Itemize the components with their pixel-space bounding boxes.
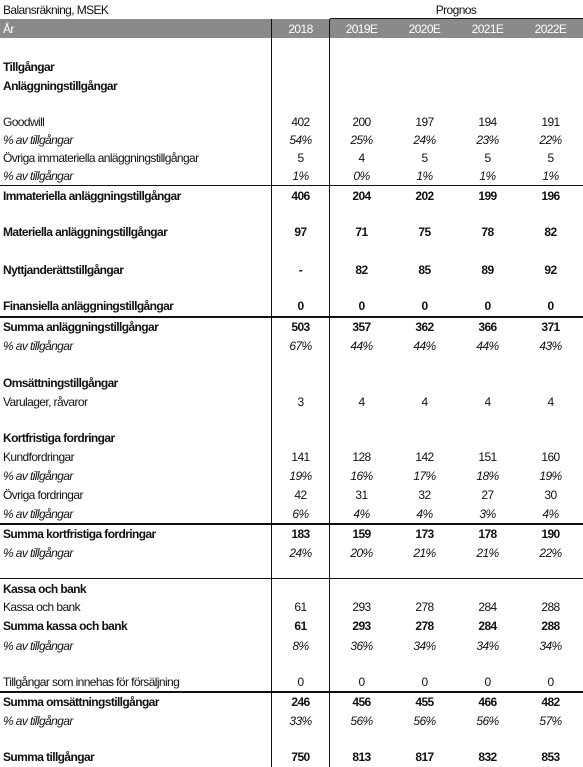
row-label: % av tillgångar <box>3 169 73 183</box>
table-row <box>0 149 583 167</box>
table-row <box>0 485 583 504</box>
row-value: 78 <box>481 225 494 239</box>
row-label: Materiella anläggningstillgångar <box>3 225 168 239</box>
table-row <box>0 578 583 598</box>
row-value: 56% <box>476 713 499 728</box>
row-value: 43% <box>539 339 562 353</box>
table-row <box>0 76 583 95</box>
row-value: 503 <box>291 320 310 334</box>
header-year: 2020E <box>408 21 441 36</box>
row-value: 466 <box>478 695 497 709</box>
row-label: % av tillgångar <box>3 468 73 483</box>
row-value: 71 <box>355 225 368 239</box>
row-label: Övriga immateriella anläggningstillgångar <box>3 151 199 165</box>
column-divider <box>329 19 330 767</box>
row-value: 0 <box>421 299 428 313</box>
row-value: 0 <box>358 299 365 313</box>
row-value: 357 <box>352 320 371 334</box>
row-label: Summa tillgångar <box>3 750 95 764</box>
table-row <box>0 447 583 466</box>
row-value: 456 <box>352 695 371 709</box>
row-value: 16% <box>350 468 373 483</box>
row-value: 61 <box>294 619 307 633</box>
row-value: 0 <box>297 299 304 313</box>
row-value: 42 <box>294 487 307 502</box>
table-row <box>0 543 583 562</box>
row-value: 5 <box>421 151 428 165</box>
table-row <box>0 296 583 316</box>
row-value: 142 <box>415 449 434 464</box>
row-value: 5 <box>297 151 304 165</box>
row-value: 85 <box>418 263 431 277</box>
row-value: 178 <box>478 527 497 541</box>
table-row <box>0 691 583 711</box>
row-label: % av tillgångar <box>3 713 73 728</box>
row-label: Varulager, råvaror <box>3 395 88 409</box>
header-label: År <box>3 21 14 36</box>
row-value: 197 <box>415 115 434 129</box>
row-value: 24% <box>413 133 436 147</box>
row-value: 813 <box>352 750 371 764</box>
table-row <box>0 392 583 412</box>
row-value: 5 <box>547 151 554 165</box>
row-value: 482 <box>541 695 560 709</box>
row-value: 34% <box>476 639 499 653</box>
row-value: 288 <box>541 600 560 614</box>
row-value: - <box>298 263 303 277</box>
row-value: 199 <box>478 188 497 203</box>
table-row <box>0 466 583 485</box>
row-value: 406 <box>291 188 310 203</box>
row-value: 817 <box>415 750 434 764</box>
table-row <box>0 57 583 76</box>
row-label: Omsättningstillgångar <box>3 375 118 390</box>
row-value: 0 <box>547 299 554 313</box>
row-value: 75 <box>418 225 431 239</box>
header-year: 2019E <box>345 21 378 36</box>
row-label: Övriga fordringar <box>3 487 83 502</box>
header-year: 2021E <box>471 21 504 36</box>
row-value: 1% <box>479 169 496 183</box>
row-value: 0 <box>484 674 491 689</box>
row-value: 44% <box>476 339 499 353</box>
row-value: 18% <box>476 468 499 483</box>
table-row <box>0 336 583 356</box>
table-row <box>0 672 583 691</box>
table-row <box>0 428 583 447</box>
row-value: 19% <box>539 468 562 483</box>
row-value: 1% <box>416 169 433 183</box>
row-value: 54% <box>289 133 312 147</box>
row-value: 278 <box>415 600 434 614</box>
row-value: 61 <box>294 600 307 614</box>
row-value: 34% <box>413 639 436 653</box>
table-row <box>0 222 583 242</box>
row-label: Tillgångar som innehas för försäljning <box>3 674 180 689</box>
row-value: 160 <box>541 449 560 464</box>
row-value: 3 <box>297 395 304 409</box>
row-value: 0 <box>421 674 428 689</box>
row-value: 288 <box>541 619 560 633</box>
row-label: % av tillgångar <box>3 545 73 560</box>
table-row <box>0 523 583 543</box>
row-label: Goodwill <box>3 115 45 129</box>
row-value: 183 <box>291 527 310 541</box>
row-label: Kortfristiga fordringar <box>3 430 115 445</box>
row-value: 196 <box>541 188 560 203</box>
row-value: 82 <box>544 225 557 239</box>
row-value: 21% <box>413 545 436 560</box>
row-label: Kassa och bank <box>3 600 80 614</box>
table-row <box>0 711 583 730</box>
table-row <box>0 504 583 523</box>
row-label: Summa anläggningstillgångar <box>3 320 159 334</box>
table-row <box>0 747 583 767</box>
row-value: 34% <box>539 639 562 653</box>
row-label: Summa kortfristiga fordringar <box>3 527 156 541</box>
row-value: 32 <box>418 487 431 502</box>
row-value: 8% <box>292 639 309 653</box>
row-value: 362 <box>415 320 434 334</box>
row-label: Anläggningstillgångar <box>3 78 118 93</box>
row-value: 30 <box>544 487 557 502</box>
row-value: 246 <box>291 695 310 709</box>
table-row <box>0 636 583 656</box>
column-divider <box>271 19 272 767</box>
row-value: 22% <box>539 133 562 147</box>
title-row <box>0 0 583 19</box>
row-value: 366 <box>478 320 497 334</box>
row-value: 194 <box>478 115 497 129</box>
row-value: 0 <box>547 674 554 689</box>
row-value: 44% <box>413 339 436 353</box>
row-label: % av tillgångar <box>3 133 73 147</box>
row-value: 200 <box>352 115 371 129</box>
row-value: 190 <box>541 527 560 541</box>
row-value: 4% <box>353 506 370 521</box>
row-value: 82 <box>355 263 368 277</box>
row-label: % av tillgångar <box>3 506 73 521</box>
row-value: 4 <box>421 395 428 409</box>
row-value: 25% <box>350 133 373 147</box>
table-row <box>0 167 583 185</box>
row-label: Summa kassa och bank <box>3 619 128 633</box>
row-value: 21% <box>476 545 499 560</box>
row-value: 56% <box>413 713 436 728</box>
row-value: 151 <box>478 449 497 464</box>
table-row <box>0 131 583 149</box>
table-row <box>0 260 583 280</box>
table-title: Balansräkning, MSEK <box>3 2 109 17</box>
table-row <box>0 185 583 205</box>
row-value: 293 <box>352 619 371 633</box>
header-year: 2018 <box>288 21 313 36</box>
row-value: 402 <box>291 115 310 129</box>
row-value: 36% <box>350 639 373 653</box>
row-value: 191 <box>541 115 560 129</box>
table-row <box>0 598 583 616</box>
row-label: Immateriella anläggningstillgångar <box>3 188 181 203</box>
row-label: % av tillgångar <box>3 339 73 353</box>
row-value: 141 <box>291 449 310 464</box>
row-value: 24% <box>289 545 312 560</box>
row-value: 455 <box>415 695 434 709</box>
row-value: 4 <box>358 395 365 409</box>
row-value: 0 <box>358 674 365 689</box>
row-label: Kassa och bank <box>3 581 86 596</box>
row-value: 293 <box>352 600 371 614</box>
forecast-label: Prognos <box>435 2 477 17</box>
row-value: 173 <box>415 527 434 541</box>
row-value: 33% <box>289 713 312 728</box>
row-value: 1% <box>542 169 559 183</box>
row-value: 6% <box>292 506 309 521</box>
table-row <box>0 373 583 392</box>
row-label: Finansiella anläggningstillgångar <box>3 299 174 313</box>
row-label: Summa omsättningstillgångar <box>3 695 159 709</box>
row-value: 750 <box>291 750 310 764</box>
row-value: 4% <box>416 506 433 521</box>
row-value: 284 <box>478 600 497 614</box>
row-value: 27 <box>481 487 494 502</box>
row-value: 278 <box>415 619 434 633</box>
row-value: 20% <box>350 545 373 560</box>
row-value: 67% <box>289 339 312 353</box>
row-value: 23% <box>476 133 499 147</box>
row-value: 853 <box>541 750 560 764</box>
row-value: 56% <box>350 713 373 728</box>
row-value: 89 <box>481 263 494 277</box>
row-value: 0 <box>297 674 304 689</box>
row-value: 5 <box>484 151 491 165</box>
table-row <box>0 316 583 336</box>
row-value: 4 <box>484 395 491 409</box>
row-value: 57% <box>539 713 562 728</box>
row-value: 4 <box>358 151 365 165</box>
row-value: 97 <box>294 225 307 239</box>
row-label: % av tillgångar <box>3 639 73 653</box>
row-value: 371 <box>541 320 560 334</box>
row-value: 17% <box>413 468 436 483</box>
row-value: 0% <box>353 169 370 183</box>
row-value: 159 <box>352 527 371 541</box>
row-value: 128 <box>352 449 371 464</box>
row-value: 19% <box>289 468 312 483</box>
row-value: 44% <box>350 339 373 353</box>
row-value: 832 <box>478 750 497 764</box>
row-label: Nyttjanderättstillgångar <box>3 263 124 277</box>
row-label: Kundfordringar <box>3 449 74 464</box>
table-row <box>0 616 583 636</box>
table-row <box>0 113 583 131</box>
row-value: 3% <box>479 506 496 521</box>
header-year: 2022E <box>534 21 567 36</box>
row-value: 4% <box>542 506 559 521</box>
row-value: 202 <box>415 188 434 203</box>
row-value: 31 <box>355 487 368 502</box>
row-label: Tillgångar <box>3 59 55 74</box>
row-value: 204 <box>352 188 371 203</box>
row-value: 1% <box>292 169 309 183</box>
row-value: 284 <box>478 619 497 633</box>
row-value: 0 <box>484 299 491 313</box>
header-row <box>0 19 583 38</box>
row-value: 92 <box>544 263 557 277</box>
row-value: 22% <box>539 545 562 560</box>
row-value: 4 <box>547 395 554 409</box>
